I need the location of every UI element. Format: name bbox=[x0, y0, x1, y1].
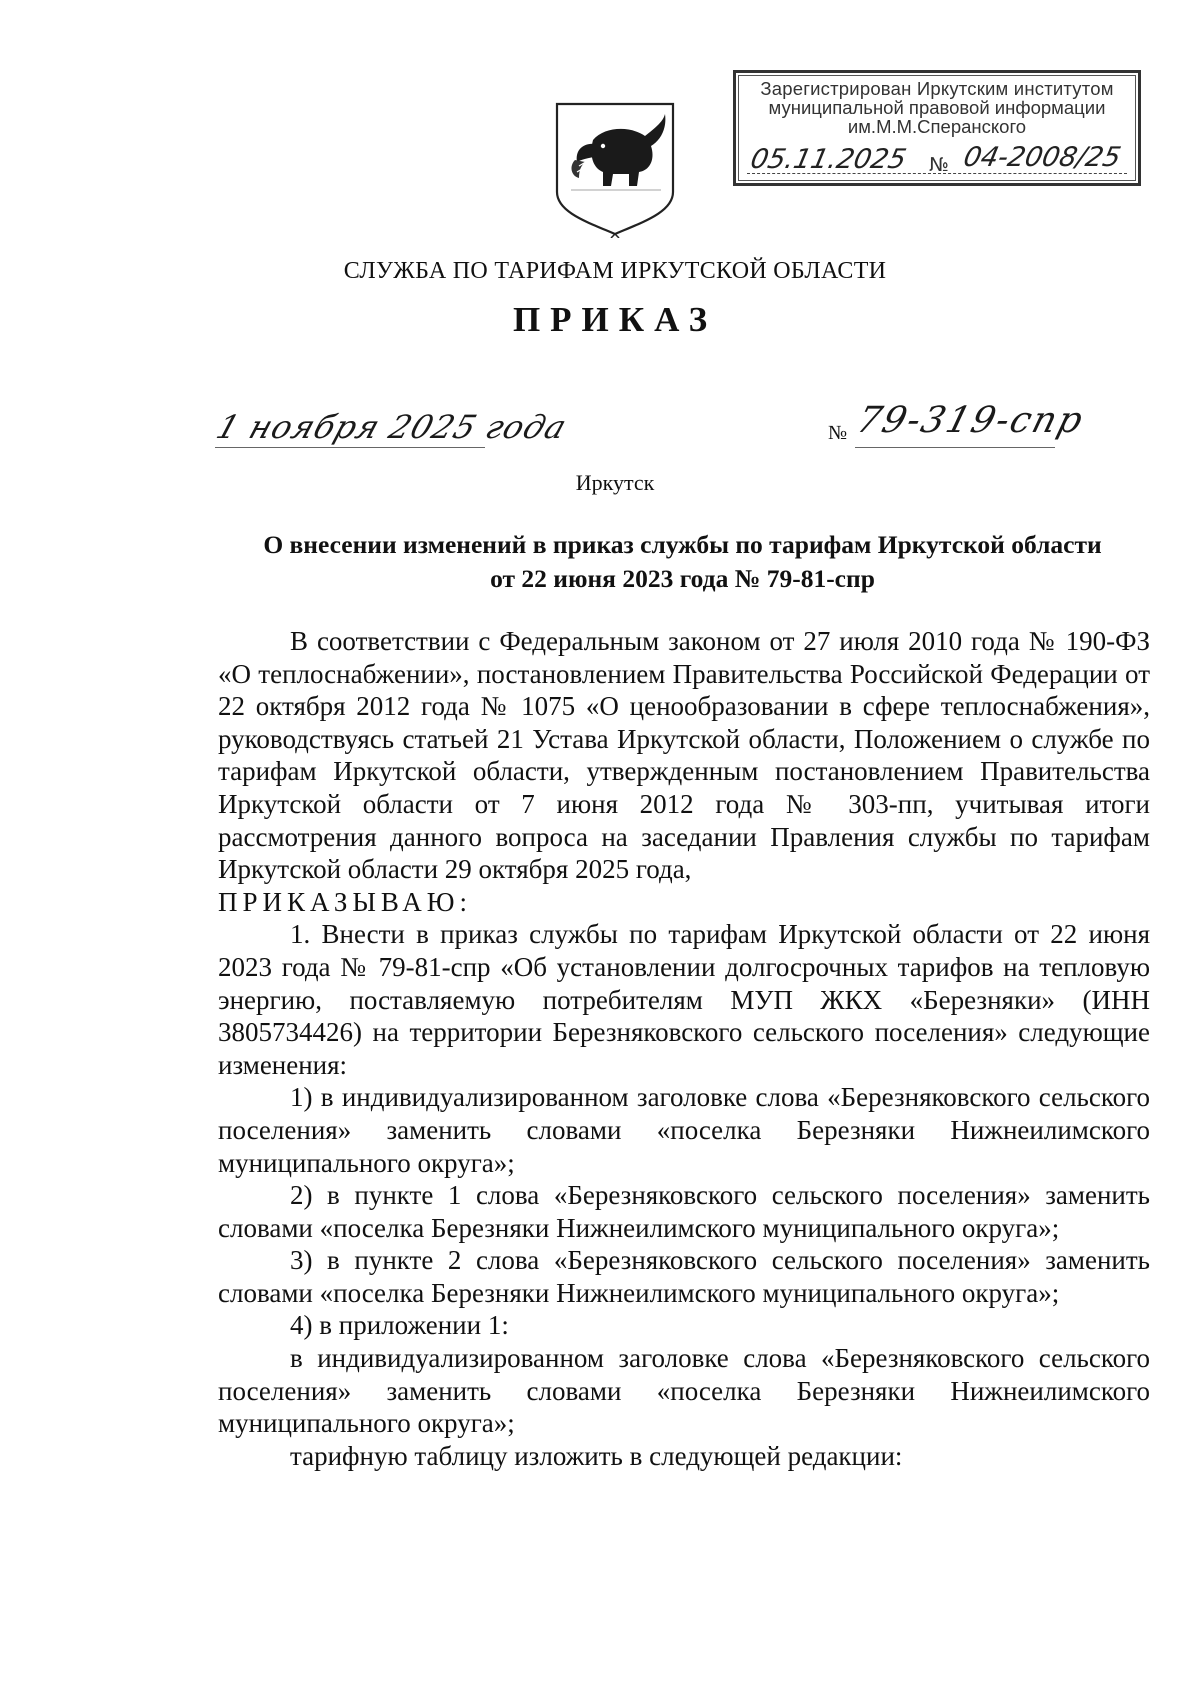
stamp-line-3: им.М.М.Сперанского bbox=[847, 116, 1027, 137]
subitem-4b-paragraph: тарифную таблицу изложить в следующей редакции: bbox=[290, 1440, 903, 1471]
city-name: Иркутск bbox=[575, 470, 655, 495]
stamp-registration-row bbox=[739, 136, 1135, 182]
order-subject-line-2: от 22 июня 2023 года № 79-81-спр bbox=[490, 564, 875, 593]
item-1-paragraph: 1. Внести в приказ службы по тарифам Иркутской области от 22 июня 2023 года № 79-81-спр «Об установлении долгосрочных тарифов на тепловую энергию, поставляемую потребителям МУП ЖКХ «Березняки» (ИНН 3805734426) на территории Березняковского сельского поселения» следующие изменения: bbox=[218, 919, 1150, 1080]
ordering-word: ПРИКАЗЫВАЮ: bbox=[218, 886, 472, 917]
subitem-4-paragraph: 4) в приложении 1: bbox=[290, 1310, 509, 1341]
subitem-3-paragraph: 3) в пункте 2 слова «Березняковского сельского поселения» заменить словами «поселка Березняки Нижнеилимского муниципального округа»; bbox=[218, 1245, 1150, 1308]
registration-stamp bbox=[733, 70, 1141, 186]
number-underline bbox=[855, 447, 1055, 448]
stamp-line-1: Зарегистрирован Иркутским институтом bbox=[760, 78, 1114, 99]
irkutsk-coat-of-arms-icon bbox=[553, 100, 677, 238]
stamp-line-2: муниципальной правовой информации bbox=[768, 97, 1106, 118]
stamp-underline bbox=[747, 173, 1127, 174]
preamble-paragraph: В соответствии с Федеральным законом от 27 июля 2010 года № 190-ФЗ «О теплоснабжении», постановлением Правительства Российской Федерации от 22 октября 2012 года № 1075 «О ценообразовании в сфере теплоснабжения», руководствуясь статьей 21 Устава Иркутской области, Положением о службе по тарифам Иркутской области, утвержденным постановлением Правительства Иркутской области от 7 июня 2012 года № 303-пп, учитывая итоги рассмотрения данного вопроса на заседании Правления службы по тарифам Иркутской области 29 октября 2025 года, bbox=[218, 626, 1150, 885]
handwritten-document-date: 1 ноября 2025 года bbox=[211, 408, 573, 446]
document-number-label: № bbox=[828, 422, 848, 444]
order-body bbox=[218, 625, 1150, 1472]
handwritten-document-number: 79-319-спр bbox=[852, 400, 1089, 441]
stamp-number-label: № bbox=[929, 154, 949, 176]
order-subject bbox=[215, 528, 1150, 596]
registration-stamp-inner bbox=[738, 75, 1136, 181]
subitem-4a-paragraph: в индивидуализированном заголовке слова «Березняковского сельского поселения» заменить словами «поселка Березняки Нижнеилимского муниципального округа»; bbox=[218, 1343, 1150, 1439]
document-type-title: ПРИКАЗ bbox=[512, 300, 718, 339]
order-subject-line-1: О внесении изменений в приказ службы по тарифам Иркутской области bbox=[263, 530, 1102, 559]
organization-name: СЛУЖБА ПО ТАРИФАМ ИРКУТСКОЙ ОБЛАСТИ bbox=[343, 258, 887, 284]
date-underline bbox=[215, 447, 485, 448]
subitem-2-paragraph: 2) в пункте 1 слова «Березняковского сельского поселения» заменить словами «поселка Березняки Нижнеилимского муниципального округа»; bbox=[218, 1180, 1150, 1243]
subitem-1-paragraph: 1) в индивидуализированном заголовке слова «Березняковского сельского поселения» заменить словами «поселка Березняки Нижнеилимского муниципального округа»; bbox=[218, 1082, 1150, 1178]
stamp-handwritten-date: 05.11.2025 bbox=[747, 144, 909, 175]
stamp-handwritten-number: 04-2008/25 bbox=[960, 142, 1124, 173]
